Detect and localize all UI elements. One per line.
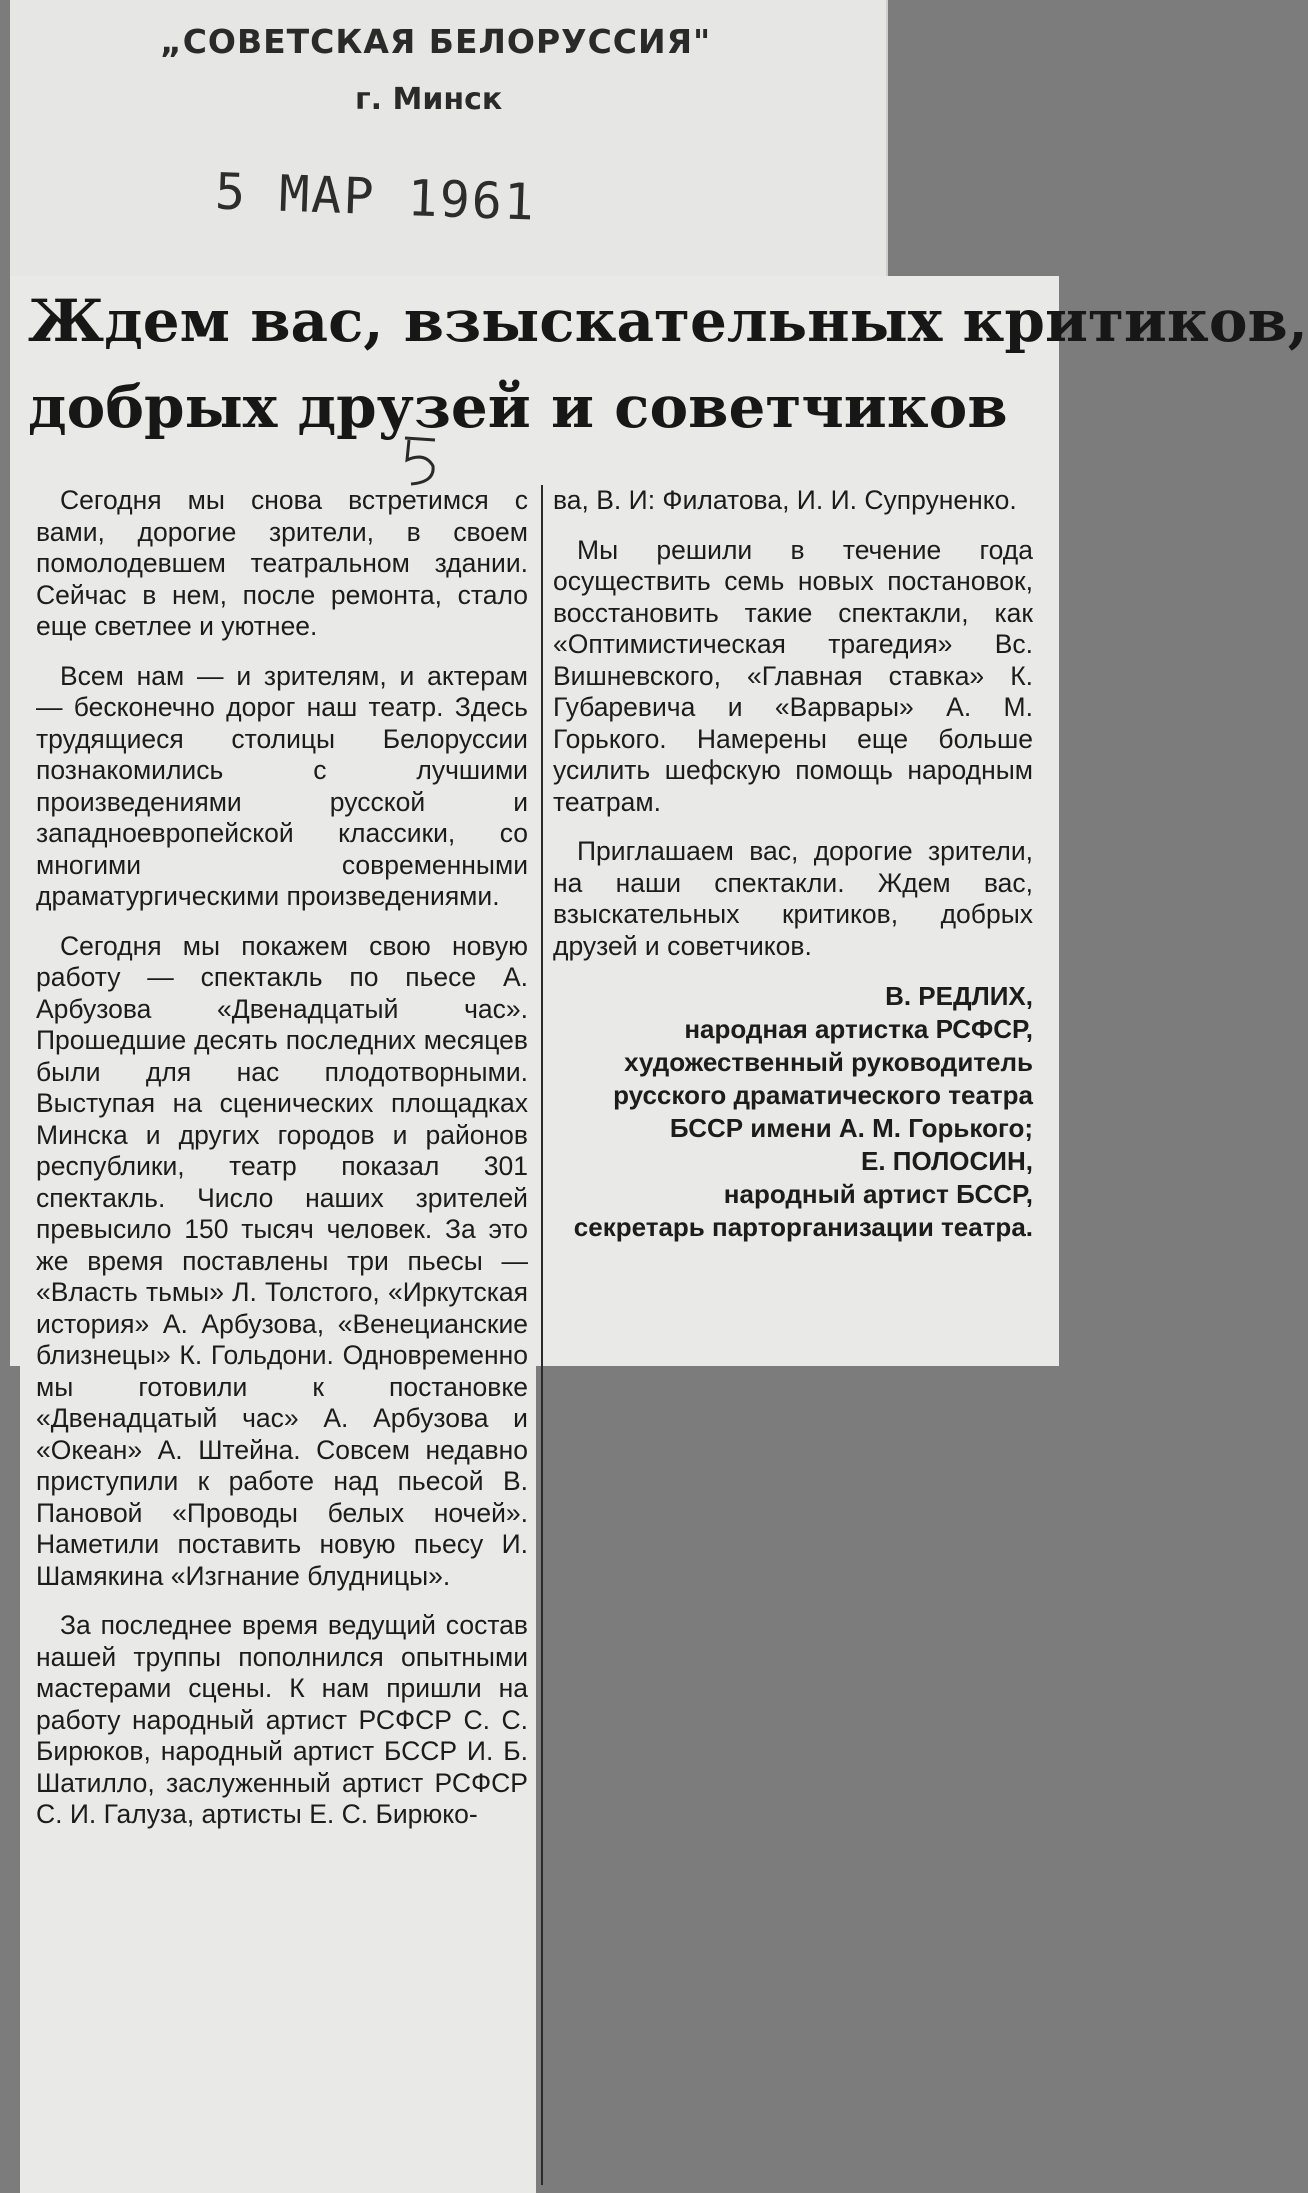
headline-line-2: добрых друзей и советчиков (28, 373, 1008, 441)
publication-city: г. Минск (355, 82, 503, 117)
signature-line: художественный руководитель русского драматического театра БССР имени А. М. Горького; (613, 1047, 1033, 1143)
headline-line-1: Ждем вас, взыскательных критиков, (28, 287, 1308, 355)
article-paragraph: ва, В. И: Филатова, И. И. Супруненко. (553, 485, 1017, 515)
signature-line: Е. ПОЛОСИН, (861, 1146, 1033, 1176)
signature-line: секретарь парторганизации театра. (573, 1212, 1033, 1242)
signature-line: народная артистка РСФСР, (684, 1014, 1033, 1044)
signature-line: В. РЕДЛИХ, (885, 981, 1033, 1011)
article-column-1 (36, 485, 528, 1849)
article-column-2 (553, 485, 1033, 1244)
article-headline (28, 278, 1308, 450)
article-paragraph: Мы решили в течение года осуществить семь новых постановок, восстановить такие спектакли, как «Оптимистическая трагедия» Вс. Вишневского, «Главная ставка» К. Губаревича и «Варвары» А. М. Горького. Намерены еще больше усилить шефскую помощь народным театрам. (553, 534, 1033, 817)
source-label-card (10, 0, 888, 282)
article-paragraph: Всем нам — и зрителям, и актерам — бесконечно дорог наш театр. Здесь трудящиеся столицы Белоруссии познакомились с лучшими произведениями русской и западноевропейской классики, со многими современными драматургическими произведениями. (36, 660, 528, 911)
column-divider (541, 485, 543, 2185)
article-paragraph: За последнее время ведущий состав нашей труппы пополнился опытными мастерами сцены. К нам пришли на работу народный артист РСФСР С. С. Бирюков, народный артист БССР И. Б. Шатилло, заслуженный артист РСФСР С. И. Галуза, артисты Е. С. Бирюко- (36, 1610, 528, 1829)
article-paragraph: Сегодня мы снова встретимся с вами, дорогие зрители, в своем помолодевшем театральном здании. Сейчас в нем, после ремонта, стало еще светлее и уютнее. (36, 485, 528, 641)
date-stamp: 5 МАР 1961 (214, 162, 537, 232)
article-signature (553, 980, 1033, 1244)
article-paragraph: Сегодня мы покажем свою новую работу — спектакль по пьесе А. Арбузова «Двенадцатый час». Прошедшие десять последних месяцев были для нас плодотворными. Выступая на сценических площадках Минска и других городов и районов республики, театр показал 301 спектакль. Число наших зрителей превысило 150 тысяч человек. За это же время поставлены три пьесы — «Власть тьмы» Л. Толстого, «Иркутская история» А. Арбузова, «Венецианские близнецы» К. Гольдони. Одновременно мы готовили к постановке «Двенадцатый час» А. Арбузова и «Океан» А. Штейна. Совсем недавно приступили к работе над пьесой В. Пановой «Проводы белых ночей». Наметили поставить новую пьесу И. Шамякина «Изгнание блудницы». (36, 930, 528, 1591)
article-paragraph: Приглашаем вас, дорогие зрители, на наши спектакли. Ждем вас, взыскательных критиков, добрых друзей и советчиков. (553, 836, 1033, 961)
publication-name: „СОВЕТСКАЯ БЕЛОРУССИЯ" (160, 22, 712, 61)
handwritten-mark-icon (395, 430, 455, 490)
signature-line: народный артист БССР, (723, 1179, 1033, 1209)
